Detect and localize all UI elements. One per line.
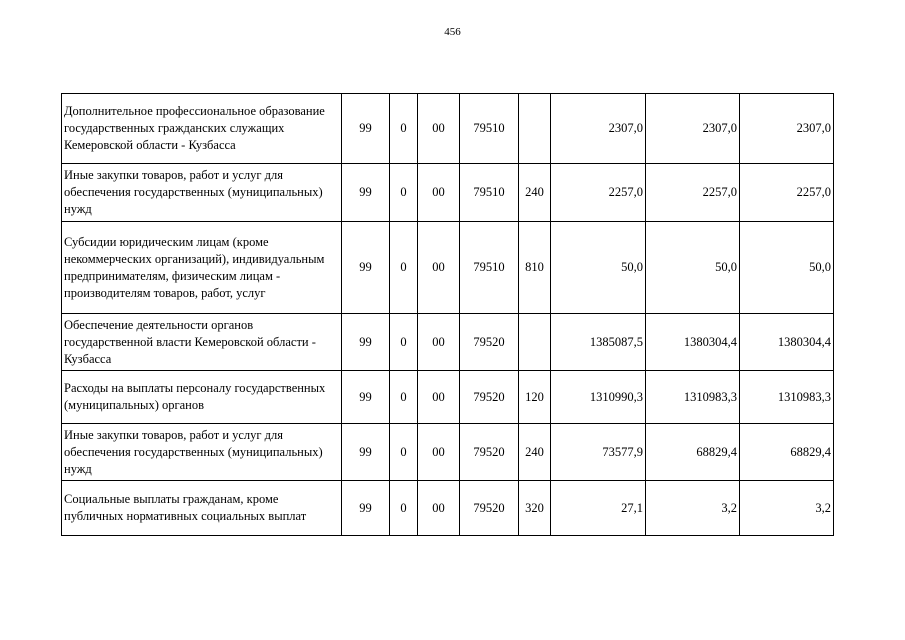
amount-2: 2307,0	[646, 94, 740, 164]
table-row	[62, 314, 834, 371]
code-direction: 79520	[460, 371, 519, 424]
code-subsection: 0	[390, 94, 418, 164]
amount-1: 27,1	[551, 481, 646, 536]
code-expense-type: 120	[519, 371, 551, 424]
code-subsection: 0	[390, 424, 418, 481]
code-direction: 79520	[460, 424, 519, 481]
amount-3: 3,2	[740, 481, 834, 536]
expense-name: Дополнительное профессиональное образование государственных гражданских служащих Кемеровской области - Кузбасса	[62, 94, 342, 164]
table-row	[62, 164, 834, 222]
code-program: 00	[418, 371, 460, 424]
table-row	[62, 94, 834, 164]
amount-2: 50,0	[646, 222, 740, 314]
amount-2: 1310983,3	[646, 371, 740, 424]
code-section: 99	[342, 94, 390, 164]
code-program: 00	[418, 164, 460, 222]
amount-3: 50,0	[740, 222, 834, 314]
code-subsection: 0	[390, 222, 418, 314]
code-section: 99	[342, 424, 390, 481]
code-expense-type: 810	[519, 222, 551, 314]
expense-name: Иные закупки товаров, работ и услуг для обеспечения государственных (муниципальных) нужд	[62, 164, 342, 222]
code-section: 99	[342, 164, 390, 222]
amount-1: 73577,9	[551, 424, 646, 481]
code-direction: 79510	[460, 94, 519, 164]
amount-1: 1310990,3	[551, 371, 646, 424]
code-section: 99	[342, 314, 390, 371]
code-program: 00	[418, 94, 460, 164]
code-expense-type: 240	[519, 424, 551, 481]
code-direction: 79520	[460, 481, 519, 536]
expense-name: Иные закупки товаров, работ и услуг для обеспечения государственных (муниципальных) нужд	[62, 424, 342, 481]
amount-2: 2257,0	[646, 164, 740, 222]
code-program: 00	[418, 481, 460, 536]
code-expense-type: 320	[519, 481, 551, 536]
amount-1: 1385087,5	[551, 314, 646, 371]
amount-1: 2257,0	[551, 164, 646, 222]
code-expense-type	[519, 94, 551, 164]
expense-name: Расходы на выплаты персоналу государственных (муниципальных) органов	[62, 371, 342, 424]
table-row	[62, 481, 834, 536]
amount-3: 68829,4	[740, 424, 834, 481]
code-subsection: 0	[390, 481, 418, 536]
page-number: 456	[444, 26, 461, 38]
amount-2: 68829,4	[646, 424, 740, 481]
code-expense-type: 240	[519, 164, 551, 222]
amount-2: 3,2	[646, 481, 740, 536]
amount-1: 50,0	[551, 222, 646, 314]
code-section: 99	[342, 222, 390, 314]
code-program: 00	[418, 424, 460, 481]
code-section: 99	[342, 371, 390, 424]
code-direction: 79520	[460, 314, 519, 371]
amount-1: 2307,0	[551, 94, 646, 164]
amount-3: 2257,0	[740, 164, 834, 222]
code-direction: 79510	[460, 164, 519, 222]
expense-name: Субсидии юридическим лицам (кроме некоммерческих организаций), индивидуальным предпринимателям, физическим лицам - производителям товаров, работ, услуг	[62, 222, 342, 314]
code-subsection: 0	[390, 164, 418, 222]
amount-2: 1380304,4	[646, 314, 740, 371]
code-program: 00	[418, 314, 460, 371]
code-program: 00	[418, 222, 460, 314]
code-subsection: 0	[390, 371, 418, 424]
budget-table	[61, 93, 834, 536]
table-row	[62, 222, 834, 314]
expense-name: Социальные выплаты гражданам, кроме публичных нормативных социальных выплат	[62, 481, 342, 536]
code-expense-type	[519, 314, 551, 371]
table-row	[62, 424, 834, 481]
expense-name: Обеспечение деятельности органов государственной власти Кемеровской области - Кузбасса	[62, 314, 342, 371]
amount-3: 1380304,4	[740, 314, 834, 371]
code-direction: 79510	[460, 222, 519, 314]
amount-3: 2307,0	[740, 94, 834, 164]
code-subsection: 0	[390, 314, 418, 371]
code-section: 99	[342, 481, 390, 536]
table-row	[62, 371, 834, 424]
amount-3: 1310983,3	[740, 371, 834, 424]
